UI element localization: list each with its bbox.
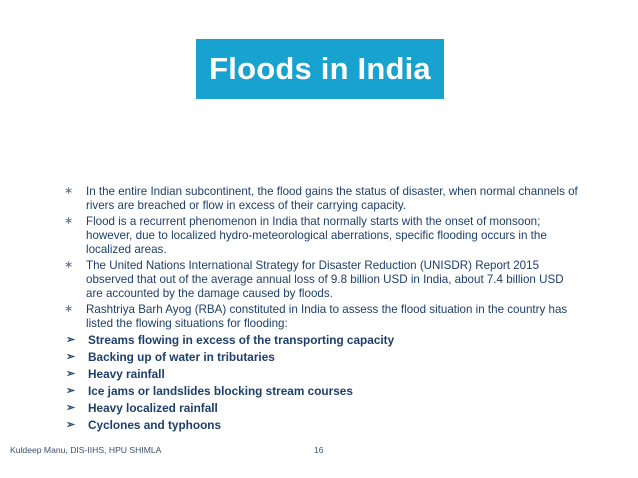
- situation-text: Heavy localized rainfall: [88, 401, 218, 416]
- arrow-bullet-icon: ➢: [66, 385, 76, 398]
- title-banner: [196, 39, 444, 99]
- situation-item-2: [62, 350, 582, 366]
- bullet-paragraph-2: [62, 215, 582, 256]
- paragraph-text: Rashtriya Barh Ayog (RBA) constituted in India to assess the flood situation in the country has listed the flowing situations for flooding:: [86, 303, 568, 330]
- bullet-paragraph-3: [62, 259, 582, 300]
- arrow-bullet-icon: ➢: [66, 368, 76, 381]
- arrow-bullet-icon: ➢: [66, 419, 76, 432]
- situation-item-4: [62, 384, 582, 400]
- situation-item-5: [62, 401, 582, 417]
- arrow-bullet-icon: ➢: [66, 334, 76, 347]
- bullet-paragraph-4: [62, 303, 582, 331]
- bullet-paragraph-1: [62, 185, 582, 213]
- situation-text: Heavy rainfall: [88, 367, 165, 382]
- paragraph-text: Flood is a recurrent phenomenon in India that normally starts with the onset of monsoon; however, due to localized hydro-meteorological aberrations, specific flooding occurs in the localized areas.: [86, 215, 547, 256]
- situation-text: Backing up of water in tributaries: [88, 350, 275, 365]
- situation-text: Streams flowing in excess of the transporting capacity: [88, 333, 395, 348]
- situation-text: Ice jams or landslides blocking stream courses: [88, 384, 353, 399]
- situation-item-6: [62, 418, 582, 434]
- situation-item-1: [62, 333, 582, 349]
- paragraph-text: In the entire Indian subcontinent, the flood gains the status of disaster, when normal channels of rivers are breached or flow in excess of their carrying capacity.: [86, 185, 578, 212]
- page-number: 16: [314, 445, 324, 455]
- asterisk-bullet-icon: ∗: [64, 303, 74, 316]
- arrow-bullet-icon: ➢: [66, 351, 76, 364]
- situation-text: Cyclones and typhoons: [88, 418, 222, 433]
- paragraph-text: The United Nations International Strategy for Disaster Reduction (UNISDR) Report 2015 observed that out of the average annual loss of 9.8 billion USD in India, about 7.4 billion USD are accounted by the damage caused by floods.: [86, 259, 564, 300]
- asterisk-bullet-icon: ∗: [64, 215, 74, 228]
- asterisk-bullet-icon: ∗: [64, 185, 74, 197]
- slide-content: [62, 185, 582, 435]
- arrow-bullet-icon: ➢: [66, 402, 76, 415]
- slide-title: Floods in India: [209, 51, 431, 86]
- footer-author: Kuldeep Manu, DIS-IIHS, HPU SHIMLA: [10, 445, 162, 455]
- situation-item-3: [62, 367, 582, 383]
- asterisk-bullet-icon: ∗: [64, 259, 74, 272]
